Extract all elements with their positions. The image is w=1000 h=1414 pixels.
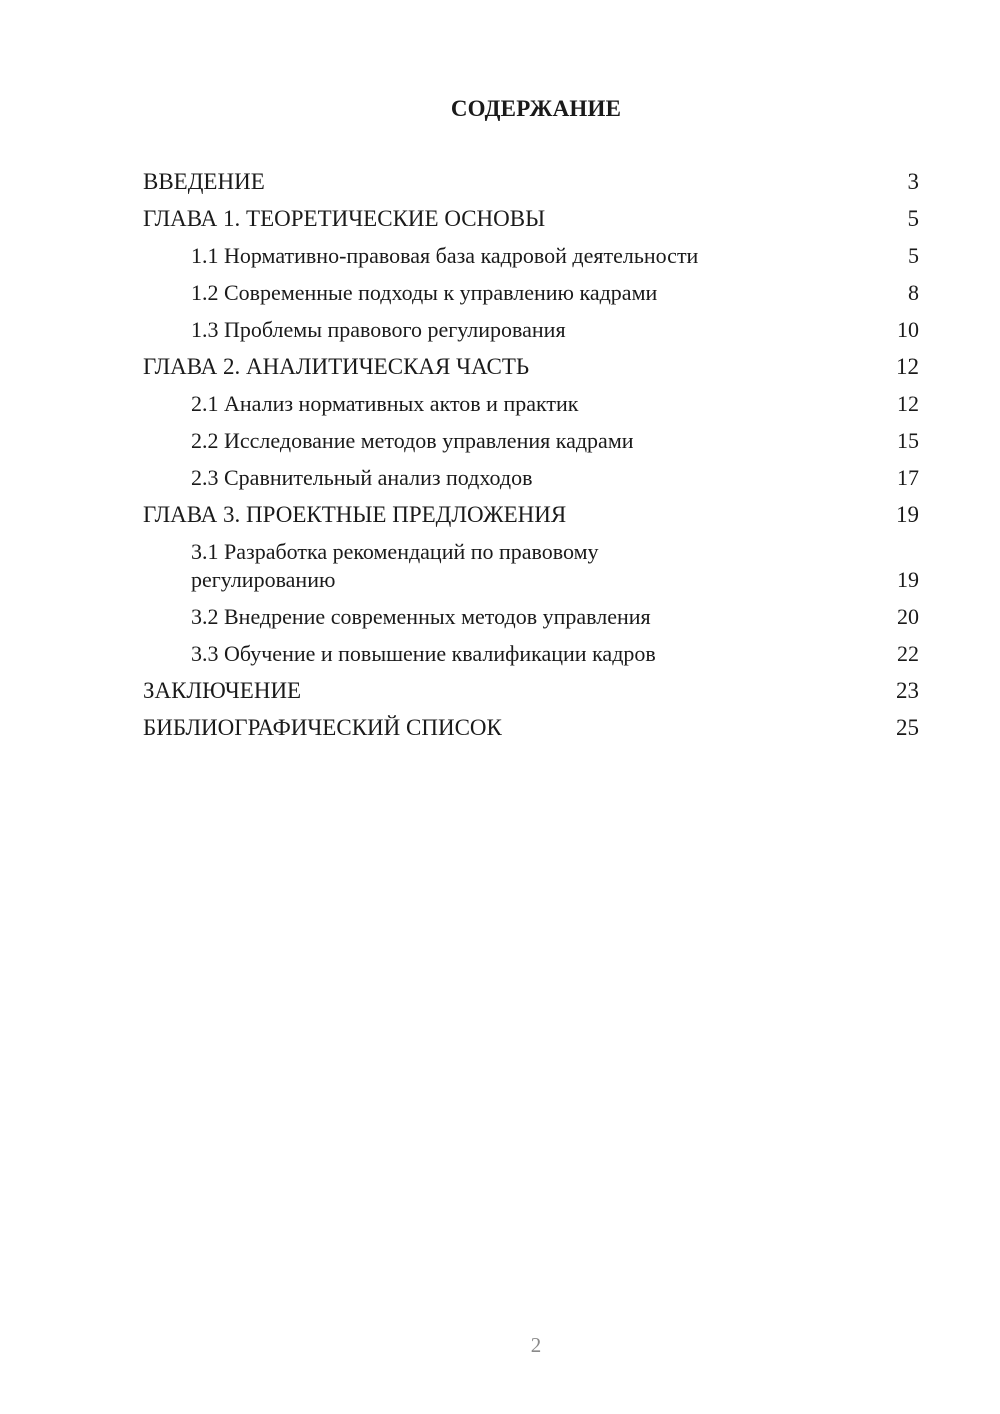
toc-entry-section-2-1[interactable] [143,390,919,418]
toc-entry-label: 2.3 Сравнительный анализ подходов [191,465,533,490]
toc-entry-page: 15 [897,428,919,453]
toc-entry-label: 2.1 Анализ нормативных актов и практик [191,391,579,416]
toc-entry-page: 8 [908,280,919,305]
toc-entry-label: ГЛАВА 3. ПРОЕКТНЫЕ ПРЕДЛОЖЕНИЯ [143,502,567,527]
toc-entry-label: ГЛАВА 1. ТЕОРЕТИЧЕСКИЕ ОСНОВЫ [143,206,546,231]
toc-entry-section-3-1[interactable] [143,538,919,594]
toc-entry-page: 17 [897,465,919,490]
toc-entry-page: 25 [896,715,919,740]
toc-entry-page: 5 [908,243,919,268]
toc-entry-page: 19 [896,502,919,527]
toc-entry-section-1-2[interactable] [143,279,919,307]
toc-entry-label: ВВЕДЕНИЕ [143,169,265,194]
toc-entry-label: 1.1 Нормативно-правовая база кадровой деятельности [191,243,699,268]
toc-entry-label: 3.2 Внедрение современных методов управления [191,604,651,629]
toc-entry-label: БИБЛИОГРАФИЧЕСКИЙ СПИСОК [143,715,502,740]
toc-entry-section-2-2[interactable] [143,427,919,455]
toc-entry-page: 19 [897,567,919,592]
toc-entry-page: 10 [897,317,919,342]
toc-entry-page: 22 [897,641,919,666]
toc-entry-page: 20 [897,604,919,629]
toc-entry-label: 1.2 Современные подходы к управлению кадрами [191,280,658,305]
toc-entry-section-1-1[interactable] [143,242,919,270]
toc-entry-section-2-3[interactable] [143,464,919,492]
page-number: 2 [530,1333,542,1357]
toc-entry-section-3-3[interactable] [143,640,919,668]
toc-entry-page: 12 [897,391,919,416]
toc-entry-label: ГЛАВА 2. АНАЛИТИЧЕСКАЯ ЧАСТЬ [143,354,530,379]
toc-entry-page: 3 [907,169,919,194]
toc-entry-label: 3.3 Обучение и повышение квалификации кадров [191,641,656,666]
toc-entry-label: ЗАКЛЮЧЕНИЕ [143,678,302,703]
toc-entry-section-3-2[interactable] [143,603,919,631]
toc-entry-introduction[interactable] [143,168,919,196]
toc-entry-conclusion[interactable] [143,677,919,705]
toc-entry-label: 1.3 Проблемы правового регулирования [191,317,566,342]
toc-entry-section-1-3[interactable] [143,316,919,344]
toc-entry-page: 12 [896,354,919,379]
toc-entry-bibliography[interactable] [143,714,919,742]
toc-entry-label: 3.1 Разработка рекомендаций по правовому регулированию [191,539,599,592]
toc-entry-chapter-3[interactable] [143,501,919,529]
toc-entry-label: 2.2 Исследование методов управления кадрами [191,428,634,453]
table-of-contents [143,168,919,751]
page-title: СОДЕРЖАНИЕ [450,96,622,121]
toc-entry-page: 23 [896,678,919,703]
toc-entry-chapter-1[interactable] [143,205,919,233]
toc-entry-chapter-2[interactable] [143,353,919,381]
toc-entry-page: 5 [907,206,919,231]
